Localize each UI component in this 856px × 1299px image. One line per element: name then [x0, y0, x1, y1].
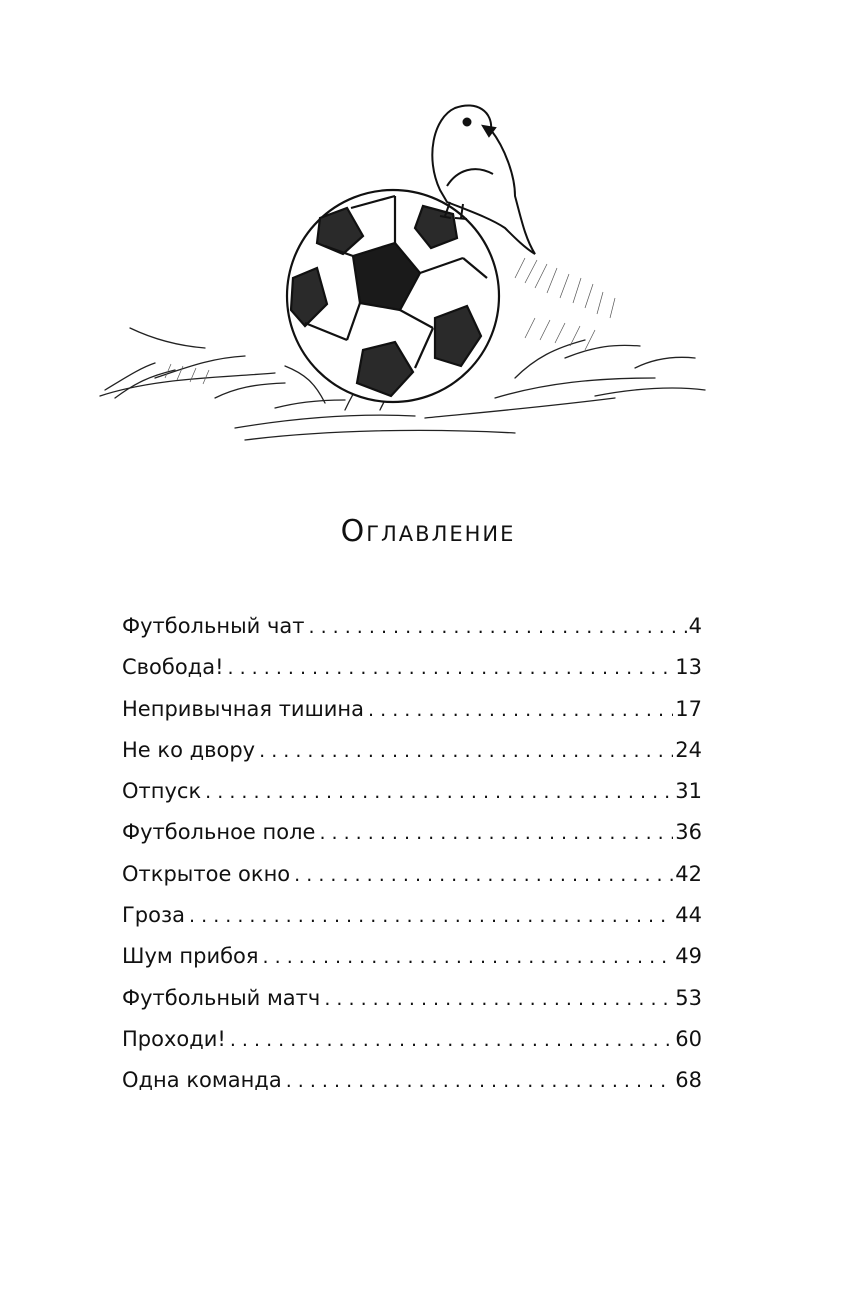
toc-entry[interactable]	[122, 812, 702, 853]
toc-entry[interactable]	[122, 1060, 702, 1101]
toc-entry[interactable]	[122, 1019, 702, 1060]
toc-entry[interactable]	[122, 978, 702, 1019]
toc-entry[interactable]	[122, 771, 702, 812]
toc-entry-label: Футбольный чат	[122, 614, 305, 638]
toc-entry[interactable]	[122, 936, 702, 977]
toc-entry-page: 53	[675, 985, 702, 1010]
dot-leader	[189, 896, 673, 937]
dot-leader	[263, 937, 674, 978]
toc-entry-page: 17	[675, 696, 702, 721]
dot-leader	[308, 607, 686, 648]
soccer-ball	[287, 190, 499, 402]
contents-title: Оглавление	[340, 514, 516, 549]
toc-entry-label: Свобода!	[122, 655, 224, 680]
toc-entry-page: 31	[675, 779, 702, 804]
toc-entry-label: Не ко двору	[122, 737, 256, 762]
toc-entry-label: Шум прибоя	[122, 944, 259, 969]
dot-leader	[294, 855, 673, 896]
dot-leader	[319, 813, 673, 854]
dot-leader	[286, 1061, 674, 1102]
toc-entry[interactable]	[122, 895, 702, 936]
toc-entry[interactable]	[122, 689, 702, 730]
dot-leader	[228, 648, 674, 689]
toc-entry-label: Футбольный матч	[122, 985, 321, 1010]
toc-entry-label: Одна команда	[122, 1068, 282, 1093]
dot-leader	[259, 731, 673, 772]
dot-leader	[205, 772, 673, 813]
toc-entry[interactable]	[122, 647, 702, 688]
bird-on-ball-illustration	[95, 78, 715, 450]
toc-entry-page: 49	[675, 944, 702, 969]
toc-entry-label: Непривычная тишина	[122, 696, 365, 721]
toc-entry-page: 42	[675, 861, 702, 886]
toc-entry-page: 68	[675, 1068, 702, 1093]
toc-entry-page: 24	[675, 737, 702, 762]
table-of-contents	[122, 606, 702, 1102]
toc-entry-label: Гроза	[122, 903, 186, 928]
toc-entry-page: 13	[675, 655, 702, 680]
toc-entry-page: 44	[675, 903, 702, 928]
toc-entry-label: Отпуск	[122, 779, 202, 804]
dot-leader	[230, 1020, 673, 1061]
toc-entry[interactable]	[122, 606, 702, 647]
toc-entry-page: 60	[675, 1026, 702, 1051]
dot-leader	[368, 690, 673, 731]
toc-entry-page: 4	[688, 614, 702, 638]
toc-entry-label: Проходи!	[122, 1026, 226, 1051]
toc-entry-page: 36	[675, 820, 702, 845]
toc-entry[interactable]	[122, 730, 702, 771]
toc-entry[interactable]	[122, 854, 702, 895]
dot-leader	[324, 979, 673, 1020]
toc-entry-label: Футбольное поле	[122, 820, 316, 845]
toc-entry-label: Открытое окно	[122, 861, 291, 886]
